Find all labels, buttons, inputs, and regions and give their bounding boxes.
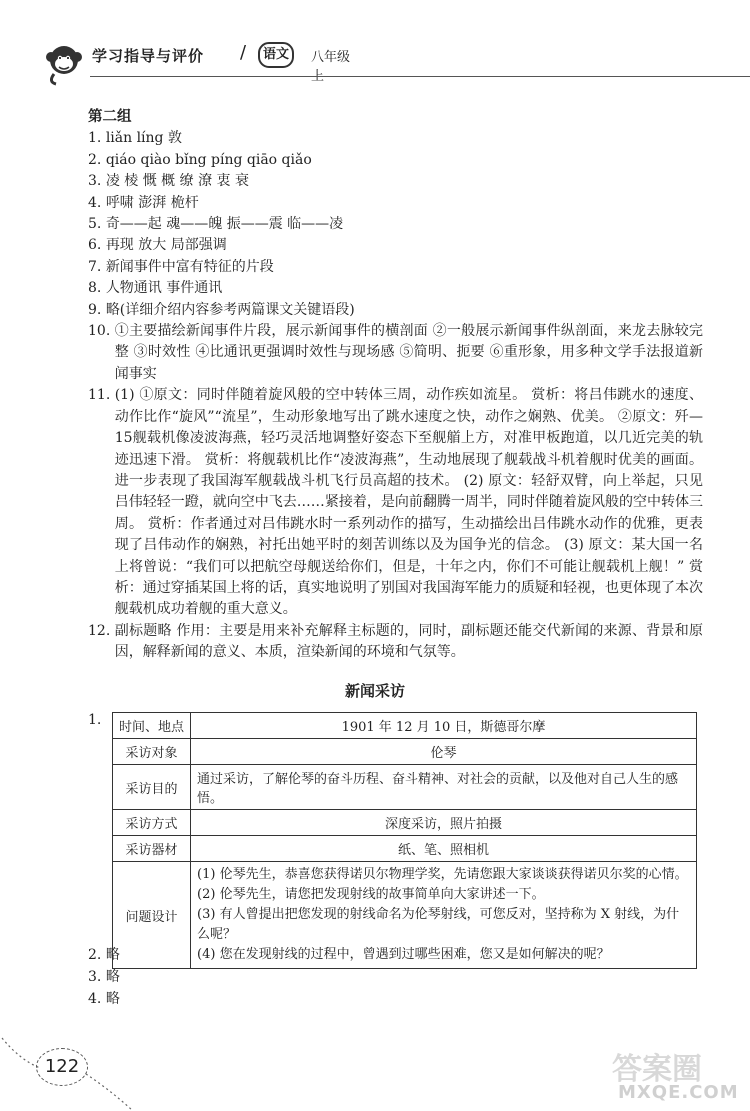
list-item: 9. 略(详细介绍内容参考两篇课文关键语段) (88, 301, 355, 318)
group-title: 第二组 (88, 109, 132, 125)
table-row (113, 836, 697, 862)
list-item: 8. 人物通讯 事件通讯 (88, 280, 223, 297)
table-value: 深度采访，照片拍摄 (191, 810, 697, 836)
table-row (113, 862, 697, 969)
question-item: (3) 有人曾提出把您发现的射线命名为伦琴射线，可您反对，坚持称为 X 射线，为什么呢？ (197, 907, 680, 942)
question-item: (4) 您在发现射线的过程中，曾遇到过哪些困难，您又是如何解决的呢？ (197, 947, 610, 962)
page-number: 122 (36, 1048, 88, 1086)
list-item: 2. 略 (88, 947, 120, 963)
monkey-logo-icon (40, 38, 88, 86)
table-label: 采访对象 (113, 739, 191, 765)
table-label: 时间、地点 (113, 713, 191, 739)
table-value: 伦琴 (191, 739, 697, 765)
group2-answers (88, 107, 703, 664)
question-item: (2) 伦琴先生，请您把发现射线的故事简单向大家讲述一下。 (197, 887, 545, 902)
list-item: 4. 略 (88, 991, 120, 1007)
list-item: 3. 凌 棱 慨 概 缭 潦 衷 衰 (88, 173, 249, 190)
grade-label: 八年级上 (311, 50, 351, 84)
list-item: 11. (1) ①原文：同时伴随着旋风般的空中转体三周，动作疾如流星。 赏析：将吕伟跳水的速度、动作比作“旋风”“流星”，生动形象地写出了跳水速度之快，动作之娴熟、优美。 ②原文：歼—15舰载机像凌波海燕，轻巧灵活地调整好姿态下至舰艏上方，对准甲板跑道，以几近完美的轨迹迅速下滑。 赏析：将舰载机比作“凌波海燕”，生动地展现了舰载战斗机着舰时优美的画面。进一步表现了我国海军舰载战斗机飞行员高超的技术。 (2) 原文：轻舒双臂，向上举起，只见吕伟轻轻一蹬，就向空中飞去……紧接着，是向前翻腾一周半，同时伴随着旋风般的空中转体三周。 赏析：作者通过对吕伟跳水时一系列动作的描写，生动描绘出吕伟跳水动作的优雅，更表现了吕伟动作的娴熟，衬托出她平时的刻苦训练以及为国争光的信念。 (3) 原文：某大国一名上将曾说：“我们可以把航空母舰送给你们，但是，十年之内，你们不可能让舰载机上舰！” 赏析：通过穿插某国上将的话，真实地说明了别国对我国海军能力的质疑和轻视，也更体现了本次舰载机成功着舰的重大意义。 (88, 387, 703, 618)
list-item: 1. liǎn líng 敦 (88, 130, 182, 147)
page-header (40, 38, 360, 88)
list-item: 3. 略 (88, 969, 120, 985)
table-label: 问题设计 (113, 862, 191, 969)
section-title: 新闻采访 (344, 682, 405, 700)
list-item: 5. 奇——起 魂——魄 振——震 临——凌 (88, 216, 344, 233)
header-divider (90, 76, 750, 77)
list-item: 6. 再现 放大 局部强调 (88, 237, 227, 254)
list-item: 4. 呼啸 澎湃 桅杆 (88, 194, 199, 211)
watermark-url: MXQE.COM (618, 1082, 739, 1103)
interview-plan-table (112, 712, 697, 969)
header-separator: / (240, 42, 247, 63)
question-number: 1. (88, 712, 102, 728)
list-item: 10. ①主要描绘新闻事件片段，展示新闻事件的横剖面 ②一般展示新闻事件纵剖面，来龙去脉较完整 ③时效性 ④比通讯更强调时效性与现场感 ⑤简明、扼要 ⑥重形象，用多种文学手法报道新闻事实 (88, 323, 703, 382)
question-list (191, 862, 697, 969)
page-footer (0, 1020, 750, 1111)
book-title: 学习指导与评价 (92, 47, 205, 65)
table-label: 采访方式 (113, 810, 191, 836)
list-item: 12. 副标题略 作用：主要是用来补充解释主标题的，同时，副标题还能交代新闻的来源、背景和原因，解释新闻的意义、本质，渲染新闻的环境和气氛等。 (88, 622, 703, 661)
table-value: 1901 年 12 月 10 日，斯德哥尔摩 (191, 713, 697, 739)
question-item: (1) 伦琴先生，恭喜您获得诺贝尔物理学奖，先请您跟大家谈谈获得诺贝尔奖的心情。 (197, 867, 688, 882)
table-row (113, 810, 697, 836)
table-row (113, 713, 697, 739)
list-item: 7. 新闻事件中富有特征的片段 (88, 258, 274, 275)
table-label: 采访目的 (113, 765, 191, 810)
table-row (113, 739, 697, 765)
list-item: 2. qiáo qiào bǐng píng qiāo qiǎo (88, 151, 312, 168)
table-value: 纸、笔、照相机 (191, 836, 697, 862)
subject-badge: 语文 (258, 42, 294, 68)
table-label: 采访器材 (113, 836, 191, 862)
watermark-logo: 答案圈 (612, 1052, 702, 1087)
table-row (113, 765, 697, 810)
table-value: 通过采访，了解伦琴的奋斗历程、奋斗精神、对社会的贡献，以及他对自己人生的感悟。 (191, 765, 697, 810)
